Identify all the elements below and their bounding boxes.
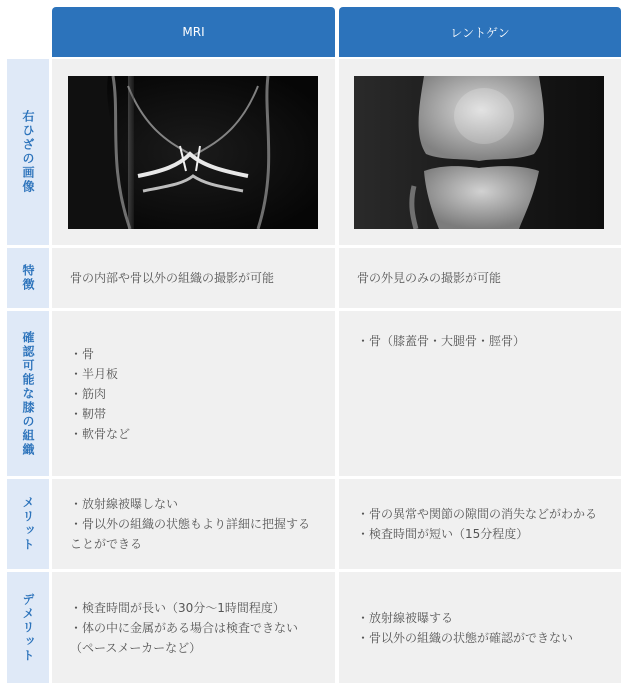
xray-knee-image	[354, 76, 604, 229]
list-item: （ペースメーカーなど）	[70, 640, 202, 655]
mri-demerit-cell	[52, 572, 335, 683]
mri-feature-text: 骨の内部や骨以外の組織の撮影が可能	[70, 271, 275, 285]
list-item: ・骨（膝蓋骨・大腿骨・脛骨）	[357, 334, 526, 348]
list-item: ・骨以外の組織の状態が確認ができない	[357, 630, 574, 645]
list-item: ・軟骨など	[70, 426, 131, 441]
row-label-merit	[7, 479, 49, 569]
mri-knee-image	[68, 76, 318, 229]
row-label-image-text: 右ひざの画像	[21, 110, 35, 194]
column-header-xray	[339, 7, 621, 57]
row-label-feature-text: 特徴	[21, 264, 35, 292]
list-item: ・放射線被曝しない	[70, 497, 179, 511]
column-header-xray-label: レントゲン	[450, 25, 510, 40]
list-item: ・検査時間が長い（30分〜1時間程度）	[70, 600, 285, 615]
xray-feature-text: 骨の外見のみの撮影が可能	[357, 271, 502, 285]
mri-feature-cell	[52, 248, 335, 308]
list-item: ・検査時間が短い（15分程度）	[357, 527, 529, 541]
list-item: ・靭帯	[70, 406, 107, 421]
list-item: ・放射線被曝する	[357, 610, 454, 625]
list-item: ・体の中に金属がある場合は検査できない	[70, 620, 299, 635]
row-label-demerit	[7, 572, 49, 683]
mri-tissues-cell	[52, 311, 335, 476]
mri-merit-cell	[52, 479, 335, 569]
row-label-merit-text: メリット	[21, 496, 35, 552]
list-item: ・骨の異常や関節の隙間の消失などがわかる	[357, 507, 598, 521]
row-label-demerit-text: デメリット	[21, 592, 35, 663]
row-label-tissues-text: 確認可能な膝の組織	[21, 330, 35, 457]
list-item: ・半月板	[70, 366, 119, 381]
xray-tissues-cell	[339, 311, 621, 476]
list-item: ・骨	[70, 346, 95, 361]
row-label-feature	[7, 248, 49, 308]
column-header-mri	[52, 7, 335, 57]
list-item: ・骨以外の組織の状態もより詳細に把握する	[70, 517, 311, 531]
row-label-image	[7, 59, 49, 245]
list-item: ・筋肉	[70, 386, 107, 401]
xray-demerit-cell	[339, 572, 621, 683]
xray-feature-cell	[339, 248, 621, 308]
list-item: ことができる	[70, 537, 143, 551]
column-header-mri-label: MRI	[182, 25, 205, 39]
xray-merit-cell	[339, 479, 621, 569]
row-label-tissues	[7, 311, 49, 476]
